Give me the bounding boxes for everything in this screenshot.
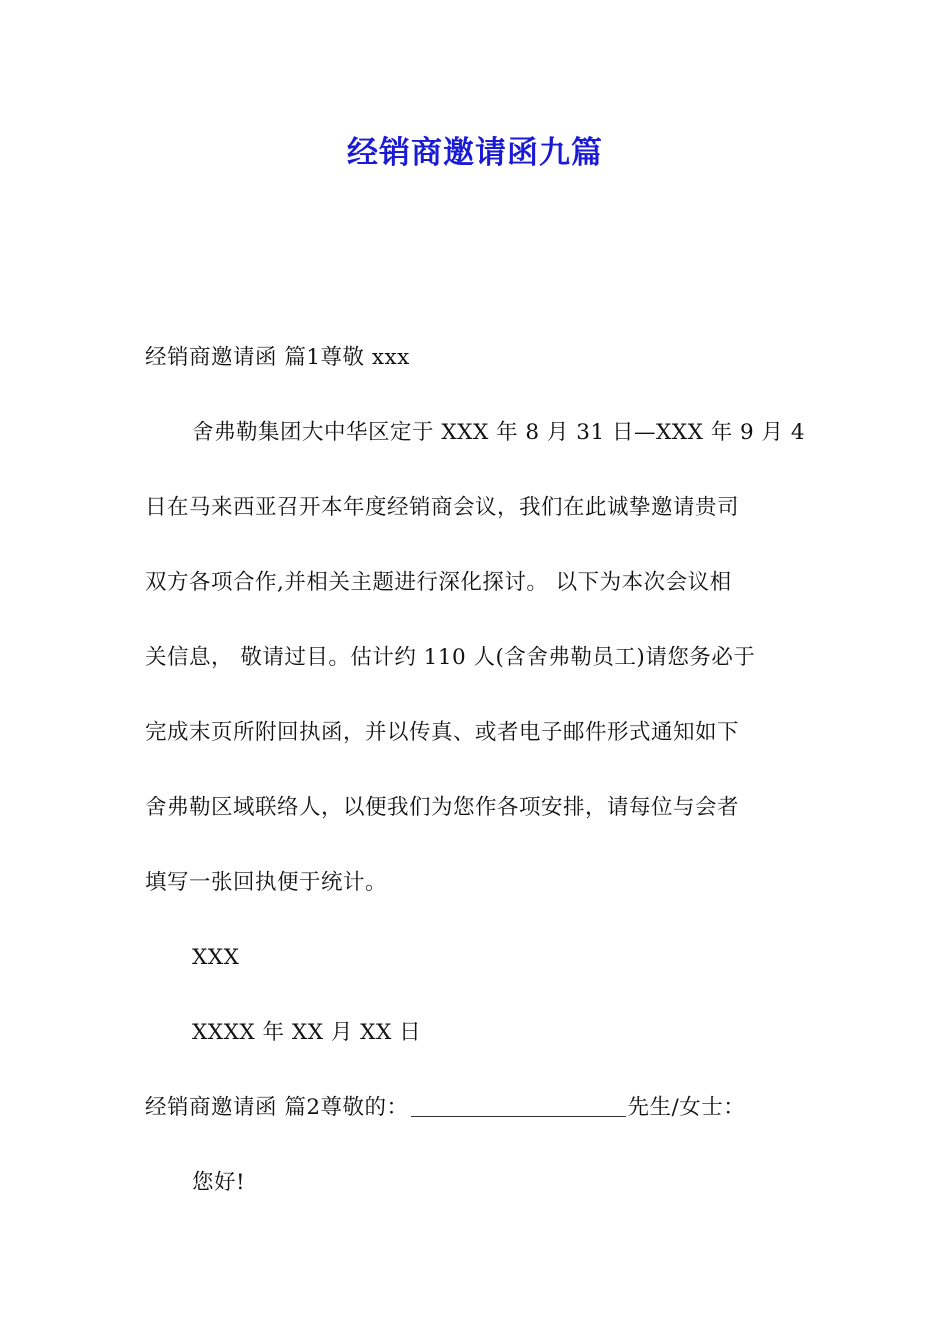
signature-date: XXXX 年 XX 月 XX 日 [192,1020,422,1045]
paragraph-line: 填写一张回执便于统计。 [145,870,388,895]
letter2-heading [145,1093,815,1123]
paragraph-line: 完成末页所附回执函，并以传真、或者电子邮件形式通知如下 [145,720,740,745]
signature-name: XXX [192,945,240,970]
paragraph-line: 舍弗勒区域联络人，以便我们为您作各项安排，请每位与会者 [145,795,740,820]
letter2-greeting: 您好! [192,1170,246,1195]
document-title [0,130,950,176]
name-blank-line [411,1096,626,1117]
letter2-heading-prefix: 经销商邀请函 篇2尊敬的： [145,1095,409,1120]
letter1-heading: 经销商邀请函 篇1尊敬 xxx [145,345,410,370]
paragraph-line: 双方各项合作,并相关主题进行深化探讨。 以下为本次会议相 [145,570,732,595]
document-title-text: 经销商邀请函九篇 [347,135,603,171]
letter2-heading-suffix: 先生/女士： [627,1095,746,1120]
paragraph-line: 日在马来西亚召开本年度经销商会议，我们在此诚挚邀请贵司 [145,495,740,520]
paragraph-line: 关信息， 敬请过目。估计约 110 人(含舍弗勒员工)请您务必于 [145,645,756,670]
paragraph-line: 舍弗勒集团大中华区定于 XXX 年 8 月 31 日—XXX 年 9 月 4 [192,420,806,445]
